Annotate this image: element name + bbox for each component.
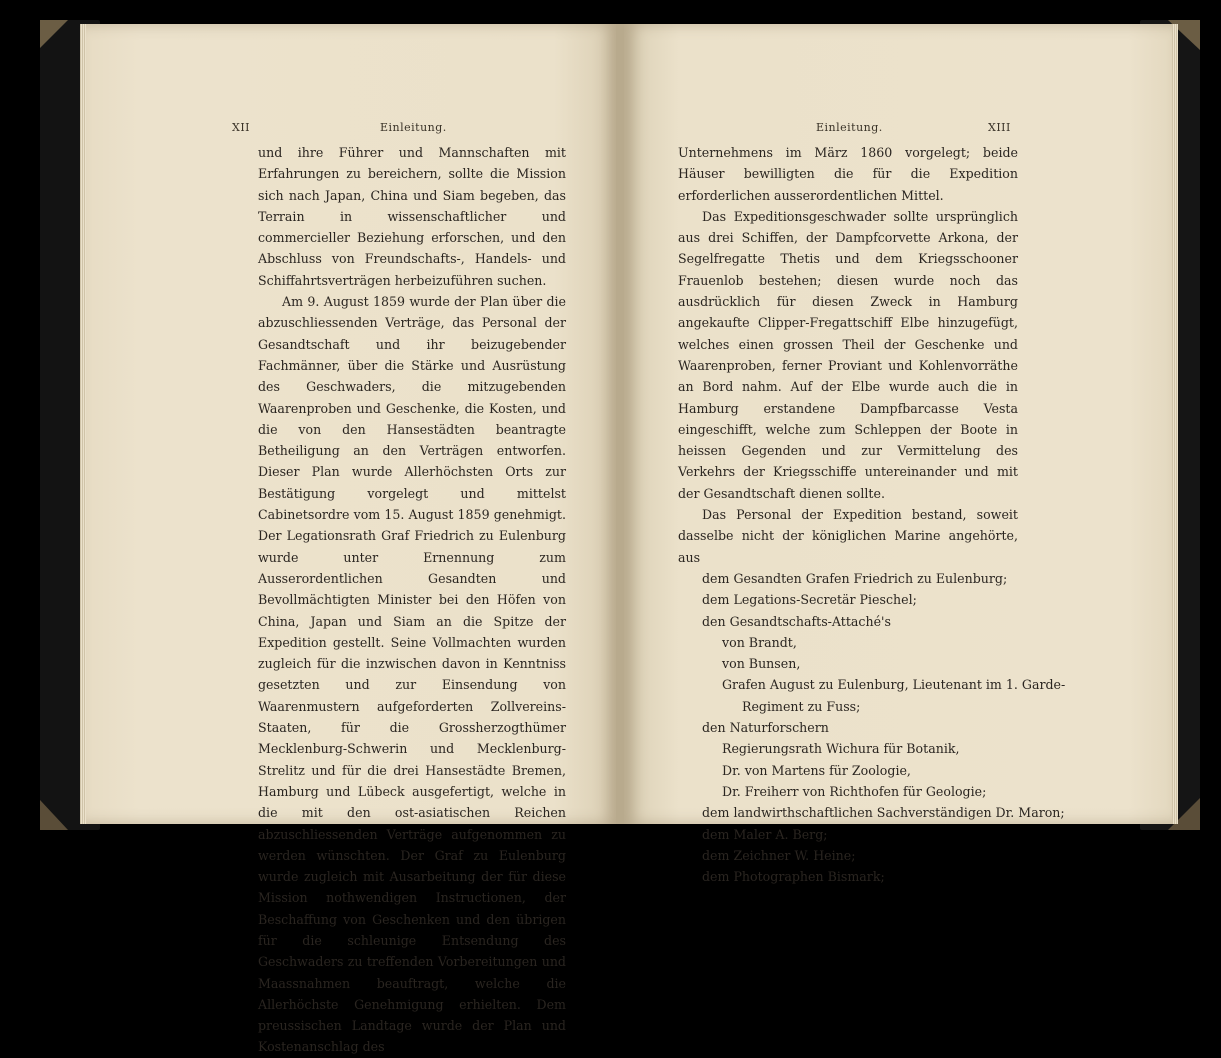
paragraph: Das Expeditionsgeschwader sollte ursprünglich aus drei Schiffen, der Dampfcorvette Arkona, der Segelfregatte Thetis und dem Kriegsschooner Frauenlob bestehen; diesen wurde noch das ausdrücklich für diesen Zweck in Hamburg angekaufte Clipper-Fregattschiff Elbe hinzugefügt, welches einen grossen Theil der Geschenke und Waarenproben, ferner Proviant und Kohlenvorräthe an Bord nahm. Auf der Elbe wurde auch die in Hamburg erstandene Dampfbarcasse Vesta eingeschifft, welche zum Schleppen der Boote in heissen Gegenden und zur Vermittelung des Verkehrs der Kriegsschiffe untereinander und mit der Gesandtschaft dienen sollte. xyxy=(678,208,1018,501)
personnel-list-item: dem Photographen Bismark; xyxy=(702,869,885,885)
left-page-body xyxy=(258,142,566,1058)
personnel-list-item: von Brandt, xyxy=(722,634,797,650)
cover-corner xyxy=(40,20,68,48)
paragraph: Am 9. August 1859 wurde der Plan über die abzuschliessenden Verträge, das Personal der Gesandtschaft und ihr beizugebender Fachmänner, über die Stärke und Ausrüstung des Geschwaders, die mitzugebenden Waarenproben und Geschenke, die Kosten, und die von den Hansestädten beantragte Betheiligung an den Verträgen entworfen. Dieser Plan wurde Allerhöchsten Orts zur Bestätigung vorgelegt und mittelst Cabinetsordre vom 15. August 1859 genehmigt. Der Legationsrath Graf Friedrich zu Eulenburg wurde unter Ernennung zum Ausserordentlichen Gesandten und Bevollmächtigten Minister bei den Höfen von China, Japan und Siam an die Spitze der Expedition gestellt. Seine Vollmachten wurden zugleich für die inzwischen davon in Kenntniss gesetzten und zur Einsendung von Waarenmustern aufgeforderten Zollvereins-Staaten, für die Grossherzogthümer Mecklenburg-Schwerin und Mecklenburg-Strelitz und für die drei Hansestädte Bremen, Hamburg und Lübeck ausgefertigt, welche in die mit den ost-asiatischen Reichen abzuschliessenden Verträge aufgenommen zu werden wünschten. Der Graf zu Eulenburg wurde zugleich mit Ausarbeitung der für diese Mission nothwendigen Instructionen, der Beschaffung von Geschenken und den übrigen für die schleunige Entsendung des Geschwaders zu treffenden Vorbereitungen und Maassnahmen beauftragt, welche die Allerhöchste Genehmigung erhielten. Dem preussischen Landtage wurde der Plan und Kostenanschlag des xyxy=(258,294,566,1055)
personnel-list-item: Dr. Freiherr von Richthofen für Geologie; xyxy=(722,783,987,799)
running-head: Einleitung. xyxy=(380,121,447,134)
paragraph: Unternehmens im März 1860 vorgelegt; beide Häuser bewilligten die für die Expedition erforderlichen ausserordentlichen Mittel. xyxy=(678,145,1018,203)
personnel-list-item: Dr. von Martens für Zoologie, xyxy=(722,762,911,778)
personnel-list-item: dem Gesandten Grafen Friedrich zu Eulenburg; xyxy=(702,570,1008,586)
personnel-list-item: Grafen August zu Eulenburg, Lieutenant im 1. Garde- xyxy=(722,677,1066,693)
personnel-list-item: dem Maler A. Berg; xyxy=(702,826,828,842)
left-page xyxy=(86,24,618,1055)
personnel-list-item: Regiment zu Fuss; xyxy=(742,698,861,714)
running-head: Einleitung. xyxy=(816,121,883,134)
page-number: XIII xyxy=(988,121,1011,134)
personnel-list-item: den Naturforschern xyxy=(702,720,829,736)
right-page xyxy=(624,24,1172,885)
personnel-list-item: dem Zeichner W. Heine; xyxy=(702,847,856,863)
paragraph: und ihre Führer und Mannschaften mit Erfahrungen zu bereichern, sollte die Mission sich nach Japan, China und Siam begeben, das Terrain in wissenschaftlicher und commercieller Beziehung erforschen, und den Abschluss von Freundschafts-, Handels- und Schiffahrtsverträgen herbeizuführen suchen. xyxy=(258,145,566,288)
paragraph: Das Personal der Expedition bestand, soweit dasselbe nicht der königlichen Marine angehörte, aus xyxy=(678,507,1018,565)
right-page-body xyxy=(678,142,1066,887)
personnel-list-item: Regierungsrath Wichura für Botanik, xyxy=(722,741,960,757)
page-number: XII xyxy=(232,121,251,134)
cover-corner xyxy=(40,800,68,830)
personnel-list-item: von Bunsen, xyxy=(722,656,801,672)
personnel-list-item: dem landwirthschaftlichen Sachverständigen Dr. Maron; xyxy=(702,805,1065,821)
personnel-list-item: dem Legations-Secretär Pieschel; xyxy=(702,592,917,608)
personnel-list-item: den Gesandtschafts-Attaché's xyxy=(702,613,891,629)
